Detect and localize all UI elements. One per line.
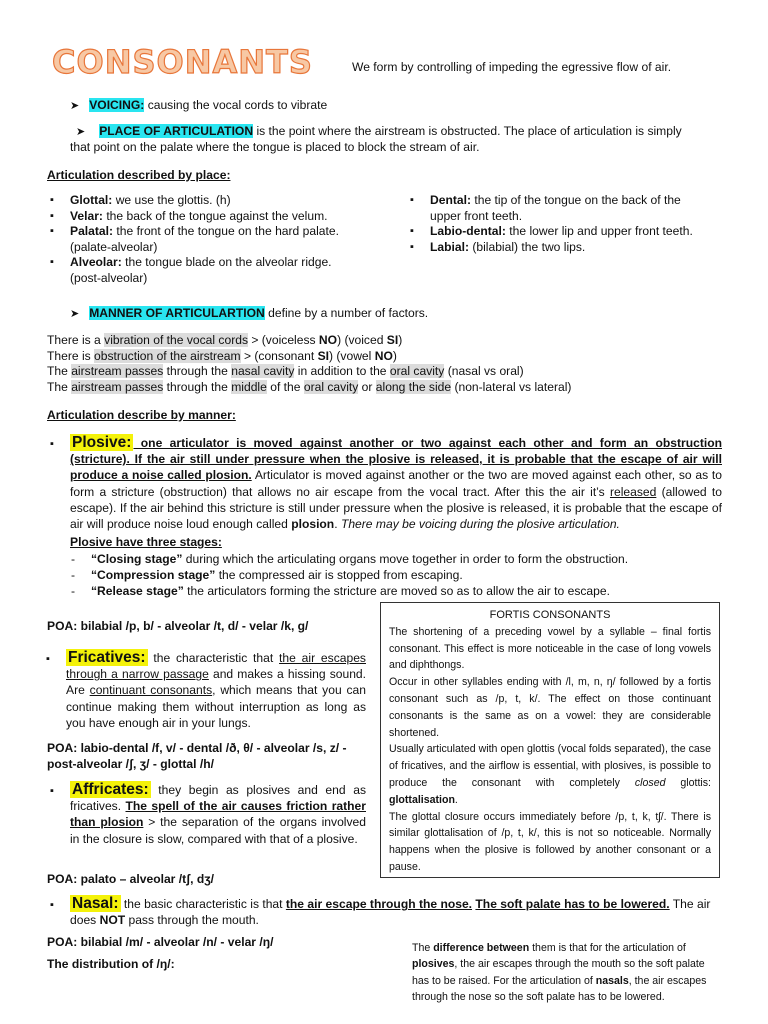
- place-desc: (bilabial) the two lips.: [468, 239, 586, 254]
- highlight: oral cavity: [303, 379, 359, 394]
- place-desc: the tongue blade on the alveolar ridge.: [121, 255, 332, 269]
- highlight: middle: [231, 379, 267, 394]
- text: The soft palate has to be lowered.: [475, 897, 670, 911]
- text: through the: [163, 364, 232, 378]
- text: in addition to the: [294, 364, 390, 378]
- place-desc: upper front teeth.: [430, 208, 523, 223]
- list-item: [91, 567, 731, 583]
- poa-plosive: POA: bilabial /p, b/ - alveolar /t, d/ - velar /k, g/: [47, 619, 309, 633]
- plosive-definition: one articulator is moved against another or two against each other and form an obstruction (stricture). If the air still under pressure when the plosive is released, it is probable that the escape of air will produce a noise called plosion.: [70, 436, 722, 483]
- fricative-paragraph: [66, 650, 366, 731]
- place-term: Palatal:: [70, 224, 114, 238]
- poa-nasal: POA: bilabial /m/ - alveolar /n/ - velar /ŋ/: [47, 935, 274, 949]
- text: the characteristic that: [147, 651, 280, 665]
- text: , which means that you can continue making them without interruption as long as you have enough air in your lungs.: [66, 683, 366, 730]
- fortis-p3: [389, 741, 711, 808]
- text: The: [47, 364, 72, 378]
- text: ): [392, 348, 397, 363]
- place-term: Glottal:: [70, 193, 113, 207]
- list-item: [70, 209, 390, 225]
- fortis-heading: FORTIS CONSONANTS: [489, 609, 611, 621]
- highlight: oral cavity: [389, 364, 445, 378]
- place-desc: the front of the tongue on the hard palate.: [113, 224, 339, 238]
- list-item: [70, 224, 390, 240]
- text: (non-lateral vs lateral): [451, 379, 572, 394]
- stage-desc: during which the articulating organs move together in order to form the obstruction.: [182, 552, 629, 566]
- text: glottalisation: [389, 793, 455, 806]
- text: and makes a hissing sound. Are: [66, 667, 367, 698]
- text: the basic characteristic is that: [120, 897, 286, 911]
- poa-term: PLACE OF ARTICULATION: [99, 124, 254, 138]
- manner-line: [47, 380, 571, 396]
- text: or: [358, 379, 376, 394]
- plosive-stages: [91, 551, 731, 600]
- text: NO: [374, 348, 393, 363]
- text: > (consonant: [240, 348, 318, 363]
- manner-intro: [70, 306, 428, 323]
- text: difference between: [433, 942, 530, 954]
- text: (nasal vs oral): [444, 364, 524, 378]
- place-term: Velar:: [70, 208, 103, 223]
- place-term: Alveolar:: [70, 255, 122, 269]
- list-item-continuation: [430, 209, 730, 225]
- text: plosion: [291, 517, 335, 532]
- place-desc: the back of the tongue against the velum.: [102, 208, 328, 223]
- fricative-term: Fricatives:: [68, 649, 146, 666]
- affricate-paragraph: [70, 782, 366, 847]
- place-desc: the lower lip and upper front teeth.: [505, 224, 693, 238]
- text: of the: [266, 379, 304, 394]
- stage-name: “Compression stage”: [91, 568, 216, 583]
- fortis-p1: The shortening of a preceding vowel by a syllable – final fortis consonant. This effect is more noticeable in the case of long vowels and diphthongs.: [389, 625, 711, 672]
- manner-text: define by a number of factors.: [264, 306, 429, 320]
- manner-term: MANNER OF ARTICULARTION: [89, 306, 265, 320]
- text: the air escape through the nose.: [285, 897, 473, 911]
- text: Usually articulated with open glottis (vocal folds separated), the case of fricatives, and the airflow is essential, with plosives, is possible to produce the consonant with completely: [389, 743, 711, 789]
- place-term: Labio-dental:: [430, 224, 506, 238]
- fortis-p2: Occur in other syllables ending with /l, m, n, ŋ/ followed by a fortis consonant such as /p, t, k/. The effect on those continuant consonants is the same as on a vowel: they are considerable shortened.: [389, 676, 711, 739]
- plosive-paragraph: Plosive: one articulator is moved against another or two against each other and form an obstruction (stricture). If the air still under pressure when the plosive is released, it is probable that the escape of air will produce a noise called plosion. Articulator is moved against another or the two are moved against each other, so as to form a stricture (obstruction) that allows no air escape from the vocal tract. After this the air it’s released (allowed to escape). If the air behind this stricture is still under pressure when the plosive is released, it is probable that the escape of air will produce noise loud enough called plosion. There may be voicing during the plosive articulation.: [70, 434, 722, 532]
- list-item: [430, 224, 730, 240]
- text: > the separation of the organs involved in the closure is slow, compared with that of a plosive.: [70, 815, 366, 846]
- voicing-item: [70, 98, 327, 115]
- place-term: Dental:: [430, 193, 471, 207]
- arrow-bullet-icon: ➤: [76, 126, 86, 138]
- text: There may be voicing during the plosive articulation.: [337, 517, 620, 532]
- highlight: airstream passes: [71, 364, 164, 378]
- text: nasals: [595, 974, 629, 987]
- text: SI: [386, 333, 399, 347]
- arrow-bullet-icon: ➤: [70, 100, 80, 112]
- list-item-continuation: [70, 240, 390, 256]
- text: they begin as plosives and end as fricatives.: [70, 783, 366, 814]
- text: (allowed to escape). If the air behind this stricture is still under pressure when the plosive is released, it is probable that the escape of air will produce noise loud enough called: [70, 484, 722, 532]
- highlight: along the side: [375, 379, 452, 394]
- stage-desc: the compressed air is stopped from escaping.: [215, 568, 463, 583]
- highlight: nasal cavity: [231, 364, 295, 378]
- difference-note: [412, 940, 712, 1006]
- place-desc: we use the glottis. (h): [112, 193, 231, 207]
- highlight: vibration of the vocal cords: [104, 333, 248, 347]
- fortis-box: [380, 602, 720, 878]
- place-list-left: [70, 193, 390, 286]
- list-item: [70, 255, 390, 271]
- text: > (voiceless: [248, 333, 319, 347]
- manner-line: [47, 364, 571, 380]
- text: the air escapes through a narrow passage: [66, 651, 366, 682]
- place-desc: (post-alveolar): [70, 270, 148, 285]
- poa-intro-line2: that point on the palate where the tongue is placed to block the stream of air.: [70, 140, 480, 154]
- manner-heading: Articulation describe by manner:: [47, 408, 236, 422]
- list-item: [430, 193, 730, 209]
- text: NOT: [99, 913, 126, 928]
- text: pass through the mouth.: [125, 913, 259, 928]
- stage-name: “Release stage”: [91, 584, 184, 599]
- text: The air does: [70, 897, 711, 928]
- fortis-p4: The glottal closure occurs immediately before /p, t, k, tʃ/. There is similar glottalisation of /p, t, k/, this is not so noticeable. Normally happens when the plosive is followed by another consonant or a pause.: [389, 810, 711, 873]
- poa-text-1: is the point where the airstream is obstructed. The place of articulation is simply: [253, 124, 682, 138]
- place-desc: (palate-alveolar): [70, 239, 158, 254]
- text: The: [412, 942, 434, 954]
- text: through the: [163, 379, 232, 394]
- list-item-continuation: [70, 271, 390, 287]
- voicing-text: causing the vocal cords to vibrate: [144, 98, 328, 112]
- text: SI: [317, 348, 330, 363]
- stage-desc: the articulators forming the stricture are moved so as to allow the air to escape.: [183, 584, 610, 599]
- poa-fricative: POA: labio-dental /f, v/ - dental /ð, θ/ - alveolar /s, z/ - post-alveolar /ʃ, ʒ/ - glottal /h/: [47, 741, 347, 771]
- poa-affricate: POA: palato – alveolar /tʃ, dʒ/: [47, 872, 214, 886]
- text: released: [609, 484, 657, 499]
- tagline: We form by controlling of impeding the egressive flow of air.: [352, 60, 672, 74]
- text: , the air escapes through the mouth so the soft palate has to be raised. For the articulation of: [412, 958, 705, 987]
- manner-lines: [47, 333, 571, 395]
- text: glottis:: [665, 776, 711, 789]
- place-desc: the tip of the tongue on the back of the: [471, 193, 681, 207]
- text: .: [454, 793, 458, 806]
- list-item: [91, 583, 731, 599]
- arrow-bullet-icon: ➤: [70, 308, 80, 320]
- manner-line: [47, 349, 571, 365]
- plosive-term: Plosive:: [72, 434, 132, 451]
- place-list-right: [430, 193, 730, 255]
- text: plosives: [412, 958, 455, 971]
- highlight: obstruction of the airstream: [94, 348, 241, 363]
- text: Articulator is moved against another or the two are moved against each other, so as to form a stricture (obstruction) that allows no air escape from the vocal tract. After this the air it’s: [70, 468, 722, 499]
- place-heading: Articulation described by place:: [47, 168, 231, 182]
- distribution-label: The distribution of /ŋ/:: [47, 957, 175, 971]
- list-item: [430, 240, 730, 256]
- text: ) (voiced: [337, 333, 387, 347]
- text: There is a: [47, 333, 105, 347]
- text: The spell of the air causes friction rather than plosion: [70, 799, 366, 830]
- text: them is that for the articulation of: [529, 942, 686, 954]
- text: ) (vowel: [329, 348, 375, 363]
- highlight: airstream passes: [71, 379, 164, 394]
- list-item: [70, 193, 390, 209]
- text: continuant consonants: [89, 683, 213, 698]
- text: ): [398, 333, 403, 347]
- stage-name: “Closing stage”: [91, 552, 183, 566]
- voicing-term: VOICING:: [89, 98, 145, 112]
- nasal-paragraph: [70, 896, 726, 928]
- page-title: CONSONANTS: [52, 43, 313, 81]
- text: , the air escapes through the nose so the soft palate has to be lowered.: [412, 974, 707, 1004]
- affricate-term: Affricates:: [72, 781, 149, 798]
- poa-intro-line1: [76, 124, 682, 141]
- text: There is: [47, 348, 95, 363]
- text: closed: [634, 776, 666, 789]
- list-item: [91, 551, 731, 567]
- plosive-stages-heading: Plosive have three stages:: [70, 535, 222, 549]
- text: NO: [318, 333, 338, 347]
- text: The: [47, 379, 72, 394]
- manner-line: [47, 333, 571, 349]
- place-term: Labial:: [430, 239, 469, 254]
- nasal-term: Nasal:: [72, 895, 119, 912]
